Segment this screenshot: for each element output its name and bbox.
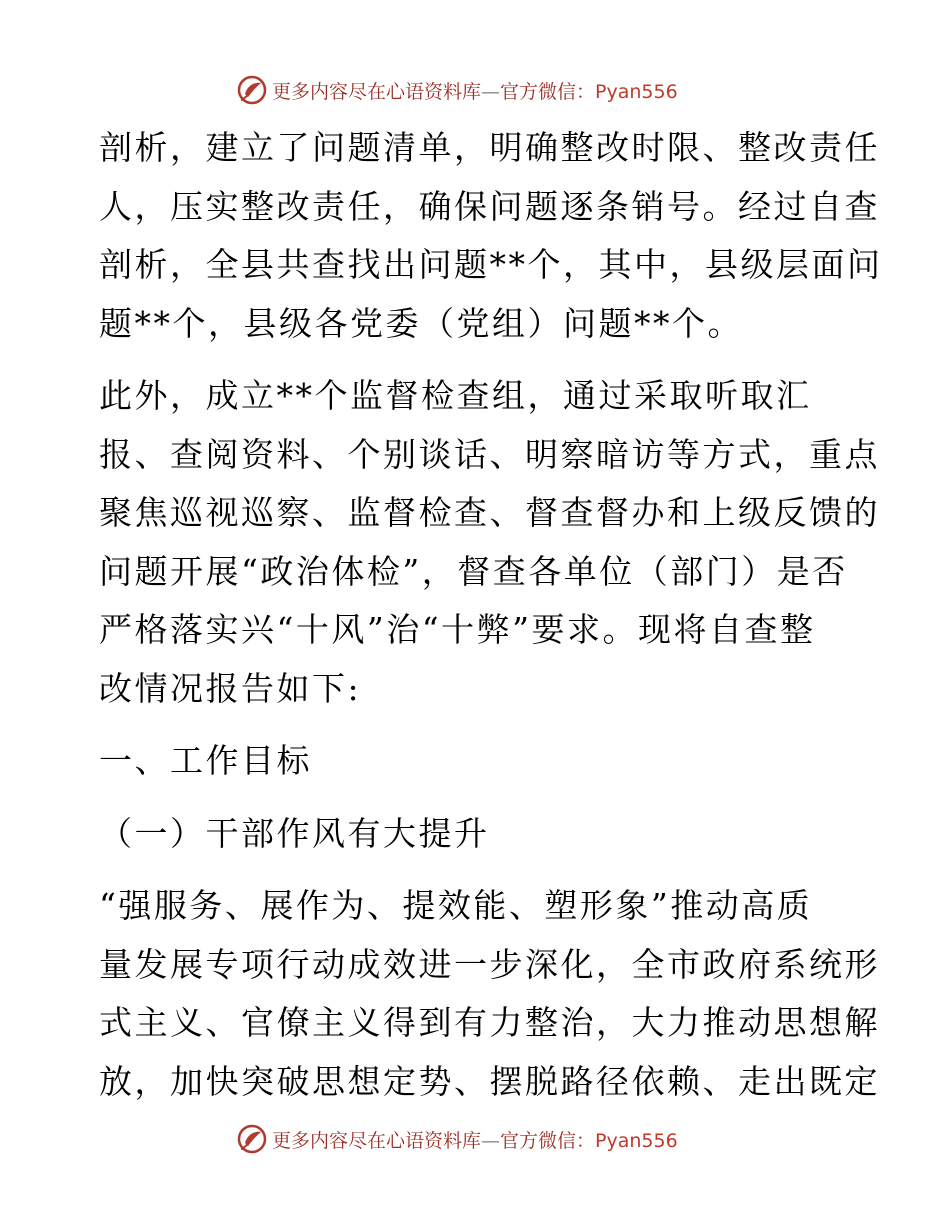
text-line: 剖析，建立了问题清单，明确整改时限、整改责任 xyxy=(99,128,880,167)
text-line: 人，压实整改责任，确保问题逐条销号。经过自查 xyxy=(99,186,880,226)
text-line: 问题开展“政治体检”，督查各单位（部门）是否 xyxy=(99,551,848,591)
text-line: 此外，成立**个监督检查组，通过采取听取汇 xyxy=(99,376,812,415)
paragraph xyxy=(99,119,883,353)
paragraph xyxy=(99,805,851,864)
text-line: 一、工作目标 xyxy=(99,741,312,780)
paragraph xyxy=(99,367,880,718)
text-line: 量发展专项行动成效进一步深化，全市政府系统形 xyxy=(99,944,880,984)
text-line: 剖析，全县共查找出问题**个，其中，县级层面问 xyxy=(99,245,883,284)
text-line: （一）干部作风有大提升 xyxy=(99,813,490,853)
watermark-logo-icon xyxy=(236,74,268,106)
text-line: 严格落实兴“十风”治“十弊”要求。现将自查整 xyxy=(99,610,816,649)
text-line: “强服务、展作为、提效能、塑形象”推动高质 xyxy=(99,886,813,925)
paragraph-gap xyxy=(99,718,851,732)
text-line: 报、查阅资料、个别谈话、明察暗访等方式，重点 xyxy=(99,434,880,474)
text-line: 放，加快突破思想定势、摆脱路径依赖、走出既定 xyxy=(99,1061,880,1101)
text-line: 题**个，县级各党委（党组）问题**个。 xyxy=(99,303,743,343)
paragraph xyxy=(99,877,880,1111)
watermark-logo-icon xyxy=(236,1123,268,1155)
paragraph-gap xyxy=(99,791,851,805)
text-line: 聚焦巡视巡察、监督检查、督查督办和上级反馈的 xyxy=(99,493,880,532)
header-watermark xyxy=(236,72,678,108)
text-line: 式主义、官僚主义得到有力整治，大力推动思想解 xyxy=(99,1003,880,1042)
paragraph xyxy=(99,732,851,791)
text-line: 改情况报告如下: xyxy=(99,668,362,708)
footer-watermark xyxy=(236,1121,678,1157)
document-body xyxy=(99,119,883,1111)
paragraph-gap xyxy=(99,863,851,877)
watermark-text: 更多内容尽在心语资料库—官方微信：Pyan556 xyxy=(272,1129,678,1152)
watermark-text: 更多内容尽在心语资料库—官方微信：Pyan556 xyxy=(272,80,678,103)
paragraph-gap xyxy=(99,353,851,367)
